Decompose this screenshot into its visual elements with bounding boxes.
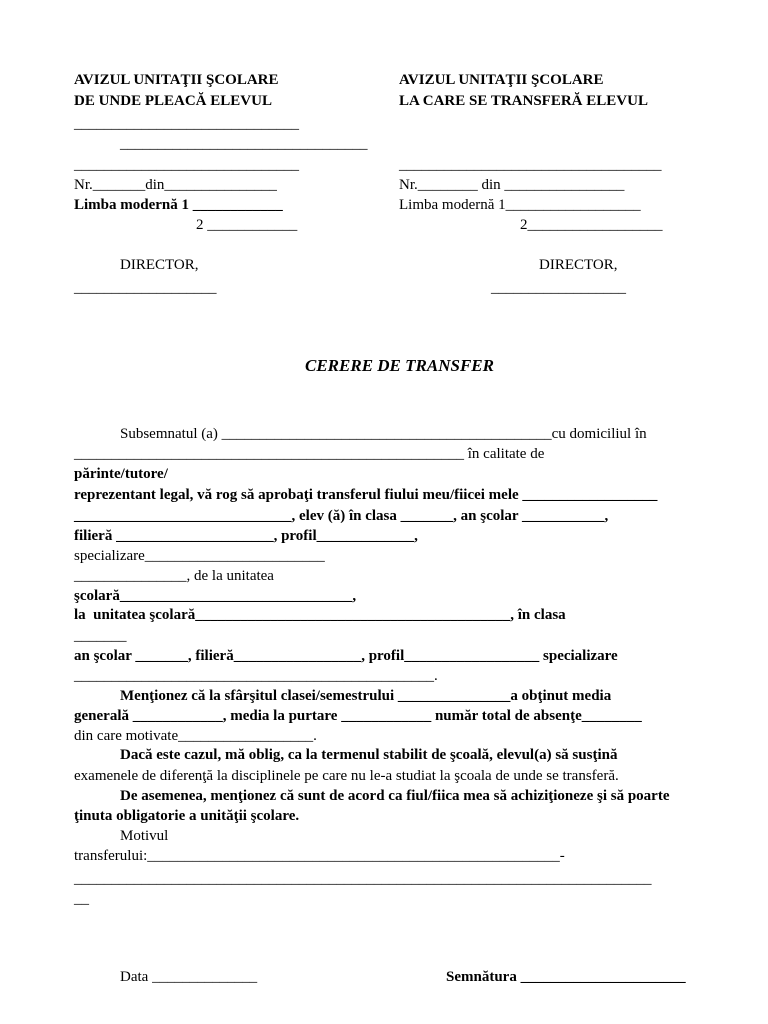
left-modern-language-2[interactable]: 2 ____________ xyxy=(196,217,298,233)
right-header-blank1[interactable]: ___________________________________ xyxy=(399,157,662,173)
body-line-an-scolar-destinatie[interactable]: an şcolar _______, filieră_________________, profil__________________ specializare xyxy=(74,648,618,664)
left-header-blank2[interactable]: _________________________________ xyxy=(120,136,368,152)
left-director-signature[interactable]: ___________________ xyxy=(74,280,217,296)
body-line-parinte: părinte/tutore/ xyxy=(74,466,168,482)
left-header-line1: AVIZUL UNITAŢII ŞCOLARE xyxy=(74,72,279,88)
body-line-scolara-sursa[interactable]: şcolară_______________________________, xyxy=(74,588,357,604)
body-line-motiv-blank[interactable]: _____________________________________________________________________________ xyxy=(74,871,652,887)
right-header-line2: LA CARE SE TRANSFERĂ ELEVUL xyxy=(399,93,648,109)
body-line-clasa-blank[interactable]: _______ xyxy=(74,628,127,644)
right-director-label: DIRECTOR, xyxy=(539,257,618,273)
left-director-label: DIRECTOR, xyxy=(120,257,199,273)
body-line-de-asemenea: De asemenea, menţionez că sunt de acord ca fiul/fiica mea să achiziţioneze şi să poarte xyxy=(120,788,670,804)
right-modern-language-2[interactable]: 2__________________ xyxy=(520,217,663,233)
body-line-domiciliu[interactable]: ____________________________________________________ în calitate de xyxy=(74,446,545,462)
right-header-line1: AVIZUL UNITAŢII ŞCOLARE xyxy=(399,72,604,88)
right-nr-din-field[interactable]: Nr.________ din ________________ xyxy=(399,177,625,193)
body-line-subsemnatul[interactable]: Subsemnatul (a) ____________________________________________cu domiciliul în xyxy=(120,426,647,442)
body-line-motivul: Motivul xyxy=(120,828,169,844)
body-line-tinuta: ţinuta obligatorie a unităţii şcolare. xyxy=(74,808,300,824)
body-line-examenele: examenele de diferenţă la disciplinele pe care nu le-a studiat la şcoala de unde se transferă. xyxy=(74,768,619,784)
left-modern-language-1[interactable]: Limba modernă 1 ____________ xyxy=(74,197,283,213)
right-director-signature[interactable]: __________________ xyxy=(491,280,626,296)
body-line-daca-este-cazul: Dacă este cazul, mă oblig, ca la termenul stabilit de şcoală, elevul(a) să susţină xyxy=(120,747,618,763)
body-line-elev-clasa[interactable]: _____________________________, elev (ă) în clasa _______, an şcolar ___________, xyxy=(74,508,609,524)
body-line-transferului[interactable]: transferului:_______________________________________________________- xyxy=(74,848,565,864)
left-header-blank3[interactable]: ______________________________ xyxy=(74,157,299,173)
left-header-blank1[interactable]: ______________________________ xyxy=(74,116,299,132)
right-modern-language-1[interactable]: Limba modernă 1__________________ xyxy=(399,197,641,213)
body-line-unitatea-destinatie[interactable]: la unitatea şcolară__________________________________________, în clasa xyxy=(74,607,566,623)
body-line-reprezentant[interactable]: reprezentant legal, vă rog să aprobaţi transferul fiului meu/fiicei mele __________________ xyxy=(74,487,658,503)
body-line-de-la-unitatea[interactable]: _______________, de la unitatea xyxy=(74,568,274,584)
body-line-specializare[interactable]: specializare________________________ xyxy=(74,548,325,564)
body-line-mentionez[interactable]: Menţionez că la sfârşitul clasei/semestrului _______________a obţinut media xyxy=(120,688,612,704)
body-line-motiv-blank-end[interactable]: __ xyxy=(74,891,89,907)
signature-field[interactable]: Semnătura ______________________ xyxy=(446,969,686,985)
body-line-medii-absente[interactable]: generală ____________, media la purtare ____________ număr total de absenţe________ xyxy=(74,708,642,724)
body-line-filiera-profil[interactable]: filieră _____________________, profil_____________, xyxy=(74,528,418,544)
body-line-motivate[interactable]: din care motivate__________________. xyxy=(74,728,317,744)
left-nr-din-field[interactable]: Nr._______din_______________ xyxy=(74,177,277,193)
left-header-line2: DE UNDE PLEACĂ ELEVUL xyxy=(74,93,272,109)
body-line-specializare-blank[interactable]: ________________________________________________. xyxy=(74,668,438,684)
page-title: CERERE DE TRANSFER xyxy=(305,356,494,375)
date-field[interactable]: Data ______________ xyxy=(120,969,258,985)
